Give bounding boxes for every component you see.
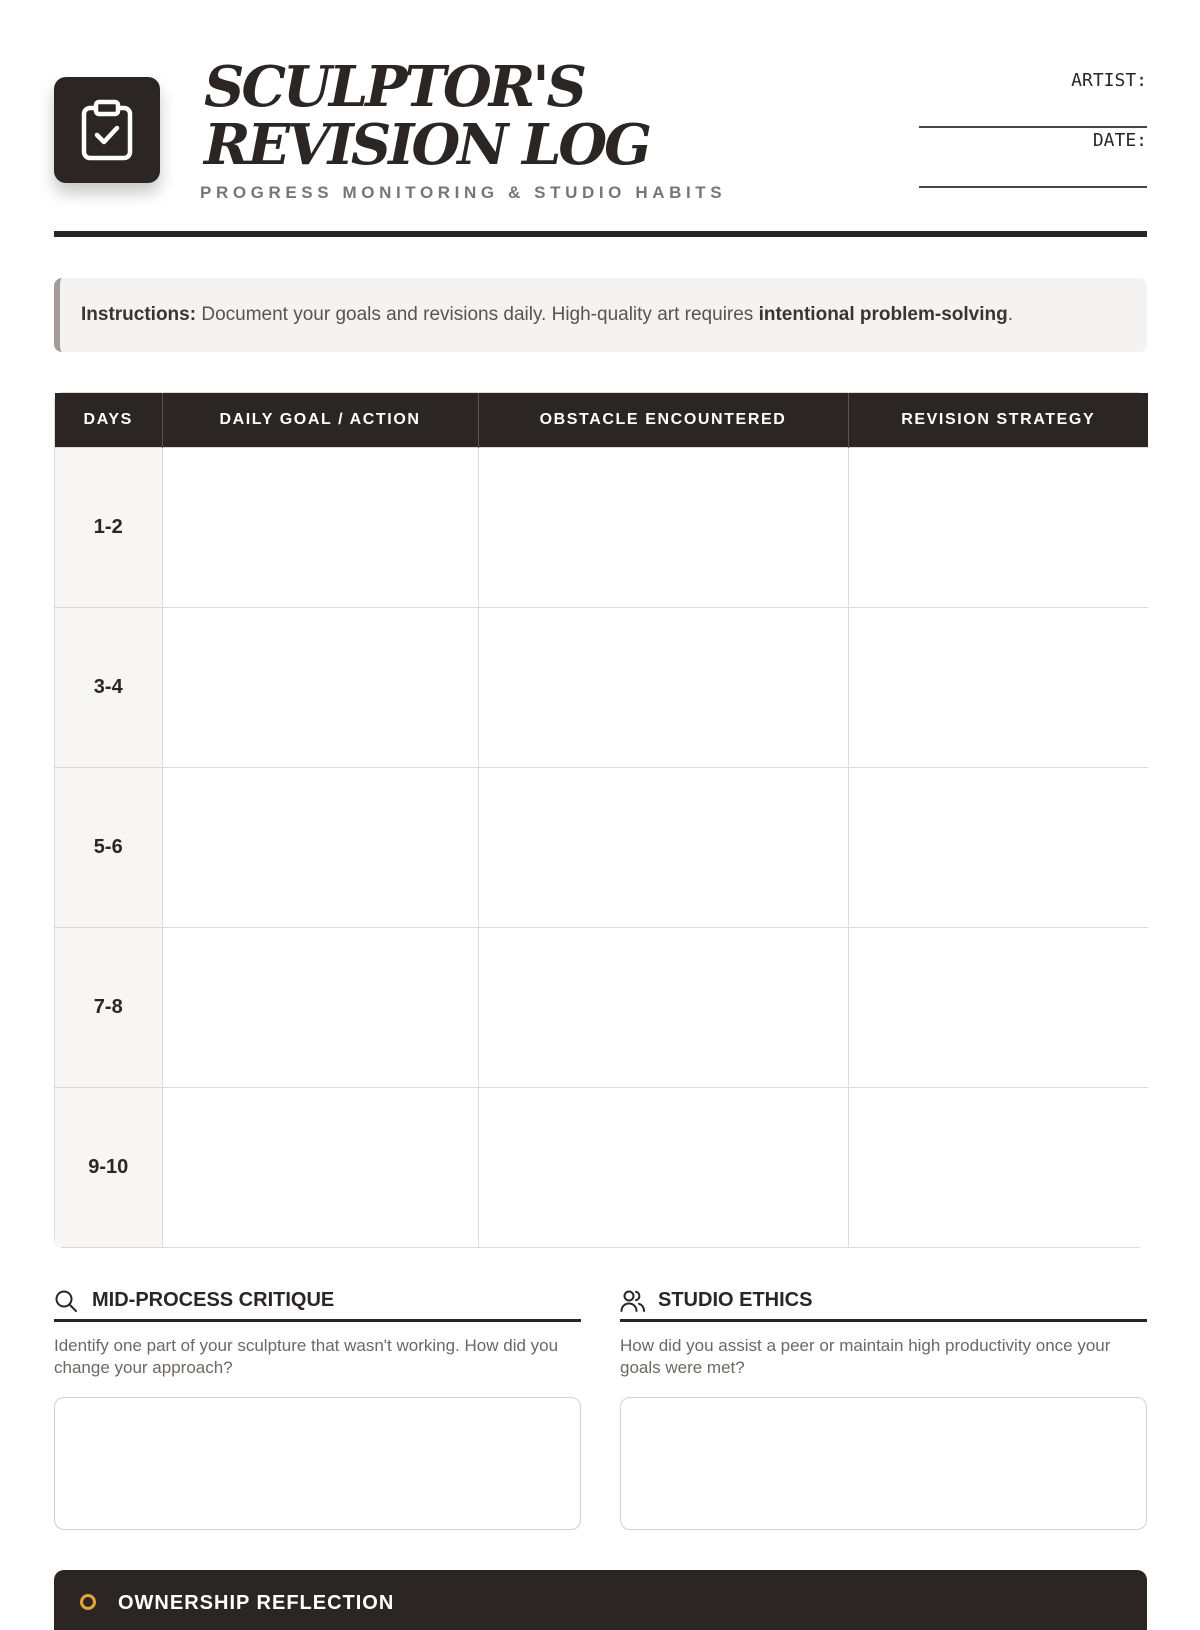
clipboard-check-icon [80, 99, 134, 161]
critique-section [54, 1286, 581, 1530]
day-label: 1-2 [55, 447, 162, 607]
strategy-cell[interactable] [848, 607, 1148, 767]
artist-label: ARTIST: [1071, 70, 1147, 91]
header-obstacle: OBSTACLE ENCOUNTERED [478, 393, 848, 447]
ethics-header [620, 1286, 1147, 1322]
ethics-section [620, 1286, 1147, 1530]
header-daily-goal: DAILY GOAL / ACTION [162, 393, 478, 447]
critique-prompt: Identify one part of your sculpture that wasn't working. How did you change your approach? [54, 1336, 559, 1377]
instructions-label: Instructions: [81, 304, 197, 325]
ethics-prompt: How did you assist a peer or maintain high productivity once your goals were met? [620, 1336, 1111, 1377]
day-label: 3-4 [55, 607, 162, 767]
goal-cell[interactable] [162, 607, 478, 767]
critique-title: MID-PROCESS CRITIQUE [92, 1289, 335, 1311]
date-field[interactable] [919, 128, 1147, 188]
revision-table [54, 392, 1147, 1248]
date-label: DATE: [1092, 130, 1147, 151]
day-label: 5-6 [55, 767, 162, 927]
goal-cell[interactable] [162, 767, 478, 927]
bulb-icon [80, 1594, 96, 1610]
obstacle-cell[interactable] [478, 1087, 848, 1247]
instructions-emphasis: intentional problem-solving [758, 304, 1008, 325]
strategy-cell[interactable] [848, 767, 1148, 927]
critique-response-box[interactable] [54, 1397, 581, 1530]
artist-field[interactable] [919, 68, 1147, 128]
logo-badge [54, 77, 160, 183]
critique-header [54, 1286, 581, 1322]
obstacle-cell[interactable] [478, 927, 848, 1087]
goal-cell[interactable] [162, 1087, 478, 1247]
ethics-response-box[interactable] [620, 1397, 1147, 1530]
ownership-reflection-bar [54, 1570, 1147, 1630]
strategy-cell[interactable] [848, 927, 1148, 1087]
page-title [204, 54, 649, 178]
worksheet-header [54, 56, 1147, 206]
table-row [55, 1087, 1148, 1247]
header-divider [54, 231, 1147, 237]
title-line-2: REVISION LOG [204, 112, 649, 178]
meta-fields [919, 68, 1147, 188]
table-row [55, 767, 1148, 927]
strategy-cell[interactable] [848, 1087, 1148, 1247]
header-days: DAYS [55, 393, 162, 447]
table-row [55, 607, 1148, 767]
ethics-title: STUDIO ETHICS [658, 1289, 813, 1311]
table-row [55, 447, 1148, 607]
title-line-1: SCULPTOR'S [204, 54, 584, 120]
header-revision-strategy: REVISION STRATEGY [848, 393, 1148, 447]
goal-cell[interactable] [162, 447, 478, 607]
instructions-box [54, 278, 1147, 352]
obstacle-cell[interactable] [478, 447, 848, 607]
search-icon [54, 1288, 80, 1314]
table-row [55, 927, 1148, 1087]
instructions-text: Document your goals and revisions daily. High-quality art requires [196, 304, 759, 325]
page-subtitle: PROGRESS MONITORING & STUDIO HABITS [200, 183, 727, 202]
table-header-row [55, 393, 1148, 447]
day-label: 9-10 [55, 1087, 162, 1247]
strategy-cell[interactable] [848, 447, 1148, 607]
instructions-end: . [1007, 304, 1013, 325]
users-icon [620, 1288, 646, 1314]
day-label: 7-8 [55, 927, 162, 1087]
obstacle-cell[interactable] [478, 607, 848, 767]
ownership-title: OWNERSHIP REFLECTION [118, 1592, 395, 1614]
obstacle-cell[interactable] [478, 767, 848, 927]
goal-cell[interactable] [162, 927, 478, 1087]
